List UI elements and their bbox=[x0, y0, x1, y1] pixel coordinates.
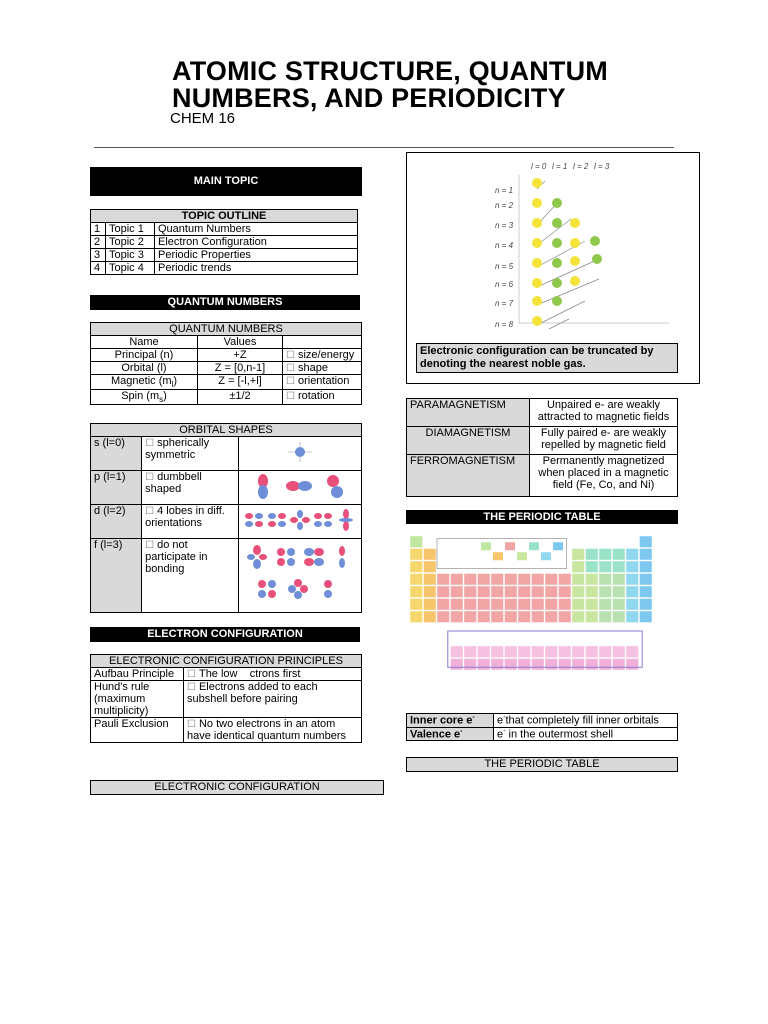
main-topic-label: MAIN TOPIC bbox=[193, 175, 259, 187]
element-cell bbox=[491, 611, 504, 623]
periodic-table-image bbox=[408, 528, 670, 690]
element-cell bbox=[613, 549, 626, 561]
table-row: DIAMAGNETISM Fully paired e- are weakly repelled by magnetic field bbox=[407, 427, 678, 455]
element-cell bbox=[451, 599, 464, 611]
element-cell bbox=[532, 659, 545, 671]
table-row: 2 Topic 2 Electron Configuration bbox=[91, 236, 358, 249]
table-row: Principal (n) +Z ☐ size/energy bbox=[91, 349, 362, 362]
element-cell bbox=[410, 549, 423, 561]
electron-types-table bbox=[406, 713, 678, 741]
element-cell bbox=[491, 586, 504, 598]
header-divider bbox=[94, 147, 674, 148]
s-orbital-icon bbox=[280, 438, 320, 466]
legend-swatch bbox=[493, 552, 503, 560]
element-cell bbox=[559, 586, 572, 598]
element-cell bbox=[572, 574, 585, 586]
table-row: Pauli Exclusion ☐ No two electrons in an atom have identical quantum numbers bbox=[91, 718, 362, 743]
element-cell bbox=[572, 561, 585, 573]
l-label: l = 0 bbox=[531, 162, 547, 171]
element-cell bbox=[586, 646, 599, 658]
element-cell bbox=[410, 586, 423, 598]
element-cell bbox=[410, 599, 423, 611]
table-row: Hund's rule (maximum multiplicity) ☐ Electrons added to each subshell before pairing bbox=[91, 681, 362, 718]
element-cell bbox=[640, 586, 653, 598]
legend-swatch bbox=[541, 552, 551, 560]
element-cell bbox=[532, 599, 545, 611]
element-cell bbox=[572, 646, 585, 658]
table-row: 1 Topic 1 Quantum Numbers bbox=[91, 223, 358, 236]
element-cell bbox=[464, 611, 477, 623]
checkbox-icon: ☐ bbox=[145, 506, 155, 517]
quantum-numbers-bar: QUANTUM NUMBERS bbox=[90, 295, 360, 310]
quantum-numbers-table bbox=[90, 322, 362, 405]
periodic-table-graphic bbox=[408, 528, 670, 690]
table-row: 4 Topic 4 Periodic trends bbox=[91, 262, 358, 275]
table-row: PARAMAGNETISM Unpaired e- are weakly attracted to magnetic fields bbox=[407, 399, 678, 427]
element-cell bbox=[613, 561, 626, 573]
legend-swatch bbox=[517, 552, 527, 560]
magnetism-table bbox=[406, 398, 678, 497]
element-cell bbox=[464, 659, 477, 671]
element-cell bbox=[613, 599, 626, 611]
element-cell bbox=[599, 599, 612, 611]
table-row: Name Values bbox=[91, 336, 362, 349]
orbital-nodes bbox=[532, 178, 602, 326]
table-row: Valence e- e- in the outermost shell bbox=[407, 727, 678, 741]
element-cell bbox=[586, 586, 599, 598]
checkbox-icon: ☐ bbox=[145, 540, 155, 551]
table-row: 3 Topic 3 Periodic Properties bbox=[91, 249, 358, 262]
checkbox-icon: ☐ bbox=[286, 350, 295, 361]
element-cell bbox=[626, 646, 639, 658]
page-title bbox=[172, 58, 608, 112]
checkbox-icon: ☐ bbox=[187, 719, 196, 730]
l-label: l = 2 bbox=[573, 162, 589, 171]
element-cell bbox=[505, 574, 518, 586]
element-cell bbox=[424, 549, 437, 561]
checkbox-icon: ☐ bbox=[187, 682, 196, 693]
element-cell bbox=[640, 611, 653, 623]
element-cell bbox=[572, 586, 585, 598]
element-cell bbox=[451, 574, 464, 586]
element-cell bbox=[559, 574, 572, 586]
table-row: Spin $(m_s)$ ±1/2 ☐ rotation bbox=[91, 390, 362, 405]
periodic-table-footer: THE PERIODIC TABLE bbox=[406, 757, 678, 772]
n-label: n = 4 bbox=[495, 241, 514, 250]
element-cell bbox=[586, 561, 599, 573]
element-cell bbox=[626, 549, 639, 561]
table-row: p (l=1) ☐ dumbbell shaped bbox=[91, 471, 362, 505]
element-cell bbox=[640, 599, 653, 611]
table-row: Orbital (l) Z = [0,n-1] ☐ shape bbox=[91, 362, 362, 375]
course-code: CHEM 16 bbox=[170, 110, 236, 127]
element-cell bbox=[599, 659, 612, 671]
element-cell bbox=[505, 611, 518, 623]
l-label: l = 1 bbox=[552, 162, 568, 171]
periodic-table-bar: THE PERIODIC TABLE bbox=[406, 510, 678, 524]
element-cell bbox=[613, 659, 626, 671]
p-orbitals-icon bbox=[245, 471, 355, 501]
element-cell bbox=[424, 599, 437, 611]
element-cell bbox=[410, 536, 423, 548]
element-cell bbox=[451, 659, 464, 671]
table-row: Aufbau Principle ☐ The low ctrons first bbox=[91, 668, 362, 681]
table-row: FERROMAGNETISM Permanently magnetized when placed in a magnetic field (Fe, Co, and Ni) bbox=[407, 455, 678, 497]
element-cell bbox=[410, 574, 423, 586]
element-cell bbox=[491, 659, 504, 671]
p-orbital-image bbox=[239, 471, 362, 505]
legend-swatch bbox=[529, 542, 539, 550]
checkbox-icon: ☐ bbox=[286, 391, 295, 403]
element-cell bbox=[640, 561, 653, 573]
n-label: n = 2 bbox=[495, 201, 514, 210]
element-cell bbox=[613, 574, 626, 586]
element-cell bbox=[410, 611, 423, 623]
checkbox-icon: ☐ bbox=[286, 363, 295, 374]
element-cell bbox=[599, 611, 612, 623]
title-line-2: NUMBERS, AND PERIODICITY bbox=[172, 83, 566, 113]
f-orbital-image bbox=[239, 539, 362, 613]
element-cell bbox=[599, 586, 612, 598]
element-cell bbox=[437, 586, 450, 598]
element-cell bbox=[545, 599, 558, 611]
element-cell bbox=[464, 646, 477, 658]
element-cell bbox=[626, 611, 639, 623]
element-cell bbox=[559, 611, 572, 623]
element-cell bbox=[437, 611, 450, 623]
n-label: n = 7 bbox=[495, 299, 514, 308]
legend-swatch bbox=[481, 542, 491, 550]
legend-swatch bbox=[505, 542, 515, 550]
element-cell bbox=[572, 611, 585, 623]
element-cell bbox=[545, 574, 558, 586]
element-cell bbox=[478, 599, 491, 611]
element-cell bbox=[572, 549, 585, 561]
topic-outline-table bbox=[90, 209, 358, 275]
element-cell bbox=[518, 646, 531, 658]
table-row: d (l=2) ☐ 4 lobes in diff. orientations bbox=[91, 505, 362, 539]
legend-swatch bbox=[553, 542, 563, 550]
quantum-table-heading: QUANTUM NUMBERS bbox=[91, 323, 362, 336]
element-cell bbox=[586, 599, 599, 611]
element-cell bbox=[518, 586, 531, 598]
element-cell bbox=[613, 586, 626, 598]
element-cell bbox=[572, 659, 585, 671]
aufbau-diagram-box bbox=[406, 152, 700, 384]
s-orbital-image bbox=[239, 437, 362, 471]
element-cell bbox=[572, 599, 585, 611]
f-orbitals-icon bbox=[242, 541, 358, 607]
aufbau-caption: Electronic configuration can be truncated by denoting the nearest noble gas. bbox=[416, 343, 678, 373]
element-cell bbox=[518, 659, 531, 671]
element-cell bbox=[478, 574, 491, 586]
element-cell bbox=[424, 611, 437, 623]
n-label: n = 3 bbox=[495, 221, 514, 230]
checkbox-icon: ☐ bbox=[187, 669, 196, 680]
orbital-shapes-heading: ORBITAL SHAPES bbox=[91, 424, 362, 437]
element-cell bbox=[478, 586, 491, 598]
element-cell bbox=[505, 586, 518, 598]
table-row: Magnetic $(m_l)$ Z = [-l,+l] ☐ orientation bbox=[91, 375, 362, 390]
element-cell bbox=[532, 574, 545, 586]
element-cell bbox=[518, 599, 531, 611]
d-orbital-image bbox=[239, 505, 362, 539]
element-cell bbox=[545, 586, 558, 598]
element-cell bbox=[491, 646, 504, 658]
element-cell bbox=[464, 574, 477, 586]
element-cell bbox=[586, 574, 599, 586]
aufbau-diagram bbox=[409, 155, 699, 345]
element-cell bbox=[626, 586, 639, 598]
d-orbitals-icon bbox=[242, 507, 358, 533]
l-label: l = 3 bbox=[594, 162, 610, 171]
n-label: n = 8 bbox=[495, 320, 514, 329]
element-cell bbox=[599, 574, 612, 586]
element-cell bbox=[424, 561, 437, 573]
principles-table bbox=[90, 654, 362, 743]
table-row: f (l=3) ☐ do not participate in bonding bbox=[91, 539, 362, 613]
element-cell bbox=[599, 561, 612, 573]
element-cell bbox=[532, 646, 545, 658]
element-cell bbox=[464, 586, 477, 598]
table-row: Inner core e- e-that completely fill inner orbitals bbox=[407, 714, 678, 728]
element-cell bbox=[437, 599, 450, 611]
element-cell bbox=[518, 574, 531, 586]
n-label: n = 5 bbox=[495, 262, 514, 271]
element-cell bbox=[545, 611, 558, 623]
element-cell bbox=[586, 659, 599, 671]
element-cell bbox=[451, 586, 464, 598]
checkbox-icon: ☐ bbox=[145, 472, 155, 483]
electron-configuration-bar: ELECTRON CONFIGURATION bbox=[90, 627, 360, 642]
element-cell bbox=[491, 574, 504, 586]
element-cell bbox=[559, 659, 572, 671]
element-cell bbox=[505, 646, 518, 658]
element-cell bbox=[599, 549, 612, 561]
element-cell bbox=[532, 586, 545, 598]
element-cell bbox=[626, 574, 639, 586]
element-cell bbox=[559, 646, 572, 658]
element-cell bbox=[599, 646, 612, 658]
n-label: n = 6 bbox=[495, 280, 514, 289]
element-cell bbox=[491, 599, 504, 611]
element-cell bbox=[505, 659, 518, 671]
element-cell bbox=[451, 611, 464, 623]
orbital-shapes-table bbox=[90, 423, 362, 613]
title-line-1: ATOMIC STRUCTURE, QUANTUM bbox=[172, 56, 608, 86]
element-cell bbox=[505, 599, 518, 611]
topic-outline-heading: TOPIC OUTLINE bbox=[91, 210, 358, 223]
element-cell bbox=[626, 599, 639, 611]
element-cell bbox=[559, 599, 572, 611]
element-cell bbox=[640, 574, 653, 586]
element-cell bbox=[478, 646, 491, 658]
element-cell bbox=[410, 561, 423, 573]
principles-heading: ELECTRONIC CONFIGURATION PRINCIPLES bbox=[91, 655, 362, 668]
element-cell bbox=[640, 549, 653, 561]
element-cell bbox=[545, 659, 558, 671]
element-cell bbox=[626, 561, 639, 573]
element-cell bbox=[424, 586, 437, 598]
element-cell bbox=[437, 574, 450, 586]
element-cell bbox=[545, 646, 558, 658]
element-cell bbox=[626, 659, 639, 671]
checkbox-icon: ☐ bbox=[286, 376, 295, 387]
element-cell bbox=[613, 646, 626, 658]
element-cell bbox=[613, 611, 626, 623]
element-cell bbox=[478, 659, 491, 671]
element-cell bbox=[424, 574, 437, 586]
element-cell bbox=[532, 611, 545, 623]
n-label: n = 1 bbox=[495, 186, 514, 195]
element-cell bbox=[586, 611, 599, 623]
element-cell bbox=[464, 599, 477, 611]
element-cell bbox=[478, 611, 491, 623]
element-cell bbox=[640, 536, 653, 548]
checkbox-icon: ☐ bbox=[145, 438, 155, 449]
main-topic-bar bbox=[90, 167, 362, 196]
element-cell bbox=[518, 611, 531, 623]
element-cell bbox=[451, 646, 464, 658]
electronic-configuration-footer: ELECTRONIC CONFIGURATION bbox=[90, 780, 384, 795]
table-row: s (l=0) ☐ spherically symmetric bbox=[91, 437, 362, 471]
element-cell bbox=[586, 549, 599, 561]
